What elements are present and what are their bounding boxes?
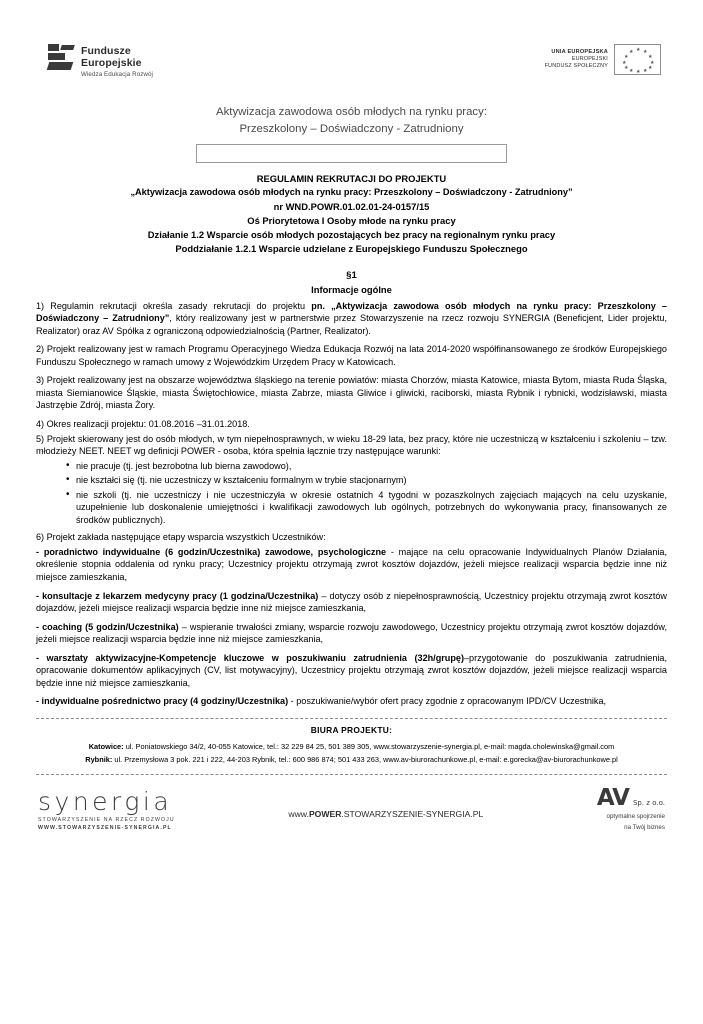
support-stage-3-text: – wspieranie trwałości zmiany, wsparcie rozwoju zawodowego, Uczestnicy projektu otrzymają zwrot kosztów dojazdów, jeżeli miejsce realizacji wsparcia będzie inne niż miejsce zamieszkania,	[36, 621, 667, 645]
paragraph-6: 6) Projekt zakłada następujące etapy wsparcia wszystkich Uczestników:	[36, 532, 326, 543]
regulation-number: nr WND.POWR.01.02.01-24-0157/15	[273, 200, 430, 212]
fe-line1: Fundusze	[81, 45, 131, 57]
office-katowice-details: ul. Poniatowskiego 34/2, 40-055 Katowice, tel.: 32 229 84 25, 501 389 305, www.stowarzyszenie-synergia.pl, e-mail: magda.cholewinska@gmail.com	[123, 741, 615, 751]
regulation-axis: Oś Priorytetowa I Osoby młode na rynku pracy	[247, 215, 456, 227]
regulation-header	[36, 172, 667, 256]
paragraph-1	[36, 300, 667, 338]
paragraph-4: 4) Okres realizacji projektu: 01.08.2016 –31.01.2018.	[36, 418, 250, 429]
list-item: • nie pracuje (tj. jest bezrobotna lub bierna zawodowo),	[66, 460, 667, 473]
paragraph-3: 3) Projekt realizowany jest na obszarze województwa śląskiego na terenie powiatów: miasta Chorzów, miasta Katowice, miasta Bytom, miasta Ruda Śląska, miasta Siemianowice Śląskie, miasta Świętochłowice, miasta Zabrze, miasta Gliwice i gliwicki, raciborski, miasta Rybnik i rybnicki, wodzisławski, miasta Jastrzębie Zdrój, miasta Żory.	[36, 375, 667, 411]
av-suffix: Sp. z o.o.	[632, 799, 665, 808]
av-tagline-1: optymalne spojrzenie	[606, 813, 665, 821]
synergia-logo	[38, 789, 175, 830]
support-stage-1-label: - poradnictwo indywidualne (6 godzin/Uczestnika) zawodowe, psychologiczne	[36, 546, 387, 557]
project-website-url	[288, 809, 483, 831]
office-katowice-city: Katowice:	[88, 741, 124, 751]
url-suffix: .STOWARZYSZENIE-SYNERGIA.PL	[341, 809, 484, 820]
footer-logo-row	[36, 787, 667, 830]
synergia-subtitle: STOWARZYSZENIE NA RZECZ ROZWOJU	[38, 817, 175, 824]
support-stage-5-text: - poszukiwanie/wybór ofert pracy zgodnie z opracowanym IPD/CV Uczestnika,	[288, 696, 607, 707]
office-katowice	[36, 742, 667, 752]
synergia-website: WWW.STOWARZYSZENIE-SYNERGIA.PL	[38, 824, 172, 831]
support-stage-1	[36, 546, 667, 584]
title-underline-box	[196, 144, 507, 163]
paragraph-5: 5) Projekt skierowany jest do osób młodych, w tym niepełnosprawnych, w wieku 18-29 lata, bez pracy, które nie uczestniczą w kształceniu i szkoleniu – tzw. młodzieży NEET. NEET wg definicji POWER - osoba, która spełnia łącznie trzy następujące warunki:	[36, 433, 667, 457]
paragraph-1-part2: , który realizowany jest w partnerstwie przez Stowarzyszenie na rzecz rozwoju SYNERGIA (Beneficjent, Lider projektu, Realizator) oraz AV Spółka z ograniczoną odpowiedzialnością (Partner, Realizator).	[36, 313, 667, 336]
paragraph-1-bold: pn. „Aktywizacja zawodowa osób młodych na rynku pracy: Przeszkolony – Doświadczony – Zatrudniony”	[36, 300, 667, 324]
eu-flag-icon: ★ ★ ★ ★ ★ ★ ★ ★ ★ ★ ★ ★	[614, 44, 661, 75]
eu-line3: FUNDUSZ SPOŁECZNY	[544, 62, 608, 69]
fundusze-europejskie-mark-icon	[48, 44, 74, 71]
fe-line3: Wiedza Edukacja Rozwój	[81, 70, 154, 78]
page-title-line2: Przeszkolony – Doświadczony - Zatrudniony	[239, 122, 464, 135]
paragraph-1-part1: 1) Regulamin rekrutacji określa zasady rekrutacji do projektu	[36, 300, 312, 311]
header-logo-row	[48, 44, 661, 88]
support-stage-4-label: - warsztaty aktywizacyjne-Kompetencje kluczowe w poszukiwaniu zatrudnienia (32h/grupę)	[36, 652, 464, 663]
url-prefix: www.	[288, 809, 309, 820]
support-stage-4-text: –przygotowanie do poszukiwania zatrudnienia, opracowanie dokumentów aplikacyjnych (CV, list motywacyjny), Uczestnicy projektu otrzymają zwrot kosztów dojazdów, jeżeli miejsce realizacji wsparcia będzie inne niż miejsce zamieszkania,	[36, 652, 667, 688]
section-title: Informacje ogólne	[311, 283, 392, 295]
support-stage-3-label: - coaching (5 godzin/Uczestnika)	[36, 621, 179, 632]
eu-line2: EUROPEJSKI	[571, 56, 608, 63]
regulation-subaction: Poddziałanie 1.2.1 Wsparcie udzielane z Europejskiego Funduszu Społecznego	[175, 243, 528, 255]
support-stage-5	[36, 695, 667, 708]
eu-logo-text	[545, 49, 608, 69]
regulation-heading: REGULAMIN REKRUTACJI DO PROJEKTU	[256, 173, 447, 185]
synergia-wordmark: synergia	[38, 787, 173, 817]
fundusze-europejskie-logo	[48, 44, 153, 78]
regulation-action: Działanie 1.2 Wsparcie osób młodych pozostających bez pracy na regionalnym rynku pracy	[147, 229, 556, 241]
support-stage-4	[36, 652, 667, 690]
eu-line1: UNIA EUROPEJSKA	[551, 49, 608, 56]
footer-divider-top	[36, 718, 667, 719]
office-rybnik	[36, 755, 667, 765]
list-item: • nie szkoli (tj. nie uczestniczy i nie uczestniczyła w okresie ostatnich 4 tygodni w pozaszkolnych zajęciach mających na celu uzyskanie, uzupełnienie lub doskonalenie umiejętności i kwalifikacji zawodowych lub ogólnych, potrzebnych do wykonywania pracy, finansowanych ze środków publicznych).	[66, 489, 667, 527]
fundusze-europejskie-text	[81, 44, 153, 78]
regulation-project-name: „Aktywizacja zawodowa osób młodych na rynku pracy: Przeszkolony – Doświadczony - Zatrudniony”	[130, 187, 573, 198]
support-stage-1-text: - mające na celu opracowanie Indywidualnych Planów Działania, określenie stopnia oddalenia od rynku pracy; Uczestnicy projektu otrzymają zwrot kosztów dojazdów, jeżeli miejsce realizacji wsparcia będzie inne niż miejsce zamieszkania,	[36, 546, 667, 582]
support-stage-2-text: – dotyczy osób z niepełnosprawnością, Uczestnicy projektu otrzymają zwrot kosztów dojazdów, jeżeli miejsce realizacji wsparcia będzie inne niż miejsce zamieszkania,	[36, 590, 667, 614]
offices-title: BIURA PROJEKTU:	[310, 724, 393, 735]
av-logo	[597, 787, 665, 830]
url-bold: POWER	[308, 809, 342, 820]
office-rybnik-city: Rybnik:	[85, 754, 113, 764]
page-title-line1: Aktywizacja zawodowa osób młodych na rynku pracy:	[216, 106, 487, 118]
footer-divider-bottom	[36, 774, 667, 775]
list-item: • nie kształci się (tj. nie uczestniczy w kształceniu formalnym w trybie stacjonarnym)	[66, 474, 667, 487]
support-stage-3	[36, 621, 667, 646]
av-wordmark-row	[597, 787, 665, 810]
neet-conditions-list	[36, 460, 667, 527]
support-stage-2	[36, 590, 667, 615]
fe-line2: Europejskie	[81, 57, 142, 70]
page-title	[36, 104, 667, 137]
european-union-logo	[545, 44, 661, 75]
support-stage-2-label: - konsultacje z lekarzem medycyny pracy (1 godzina/Uczestnika)	[36, 590, 319, 601]
av-tagline-2: na Twój biznes	[624, 823, 665, 831]
paragraph-2: 2) Projekt realizowany jest w ramach Programu Operacyjnego Wiedza Edukacja Rozwój na lata 2014-2020 współfinansowanego ze środków Europejskiego Funduszu Społecznego w ramach umowy z Wojewódzkim Urzędem Pracy w Katowicach.	[36, 344, 667, 367]
support-stage-5-label: - indywidualne pośrednictwo pracy (4 godziny/Uczestnika)	[36, 696, 289, 707]
office-rybnik-details: ul. Przemysłowa 3 pok. 221 i 222, 44-203 Rybnik, tel.: 600 986 874; 501 433 263, www.av-biurorachunkowe.pl, e-mail: e.gorecka@av-biurorachunkowe.pl	[112, 754, 618, 764]
av-wordmark: AV	[596, 785, 629, 812]
section-number: §1	[346, 270, 357, 282]
